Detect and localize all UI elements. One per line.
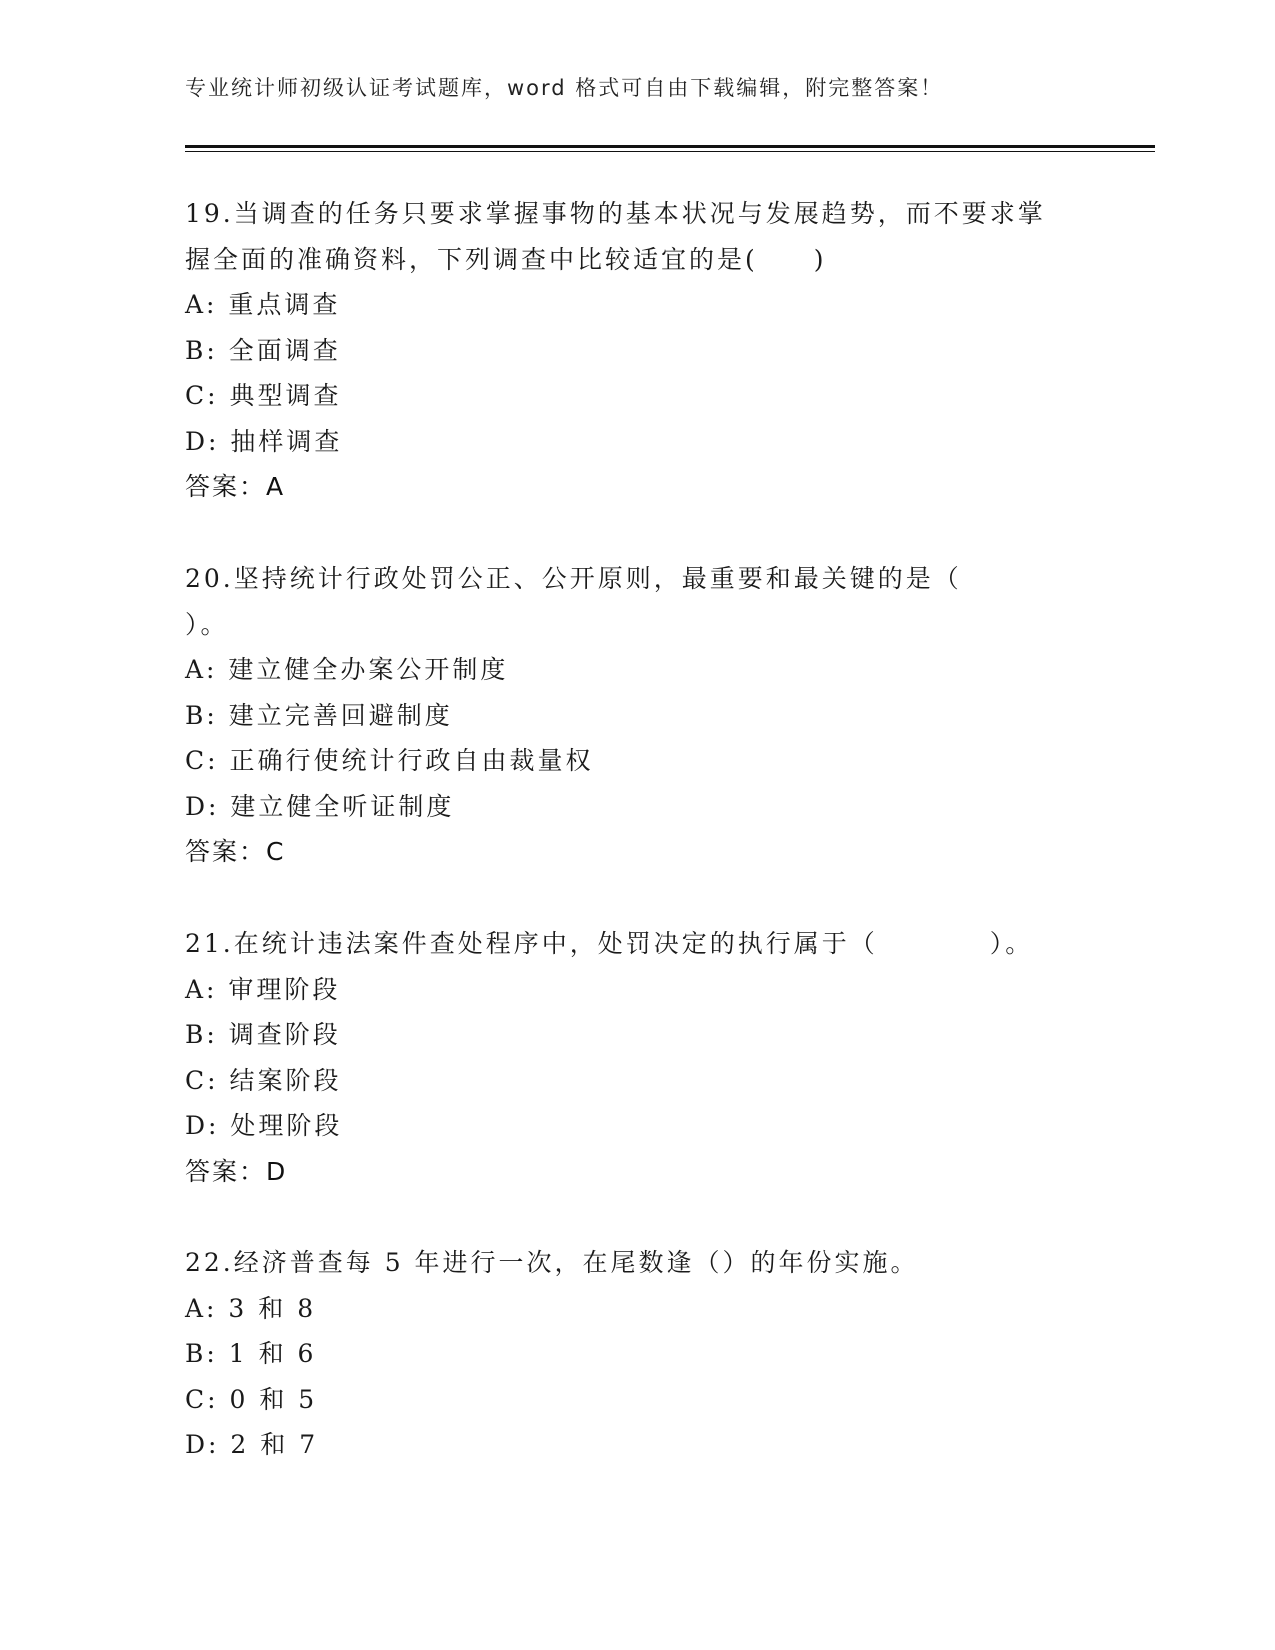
header-rule-thick [185, 145, 1155, 148]
question-stem: 22.经济普查每 5 年进行一次，在尾数逢（）的年份实施。 [185, 1248, 919, 1277]
question-stem: ）。 [185, 609, 229, 639]
option-a: A: 建立健全办案公开制度 [185, 655, 509, 684]
option-d: D: 建立健全听证制度 [185, 791, 455, 821]
header-rule-thin [185, 151, 1155, 152]
option-c: C: 结案阶段 [185, 1065, 342, 1095]
option-a: A: 3 和 8 [185, 1293, 317, 1323]
option-a: A: 重点调查 [185, 290, 341, 319]
option-d: D: 处理阶段 [185, 1111, 343, 1140]
answer: 答案：A [185, 472, 286, 501]
question-22 [185, 1240, 1085, 1468]
option-d: D: 抽样调查 [185, 426, 343, 456]
question-20 [185, 556, 1085, 875]
option-c: C: 0 和 5 [185, 1384, 318, 1414]
answer: 答案：C [185, 837, 286, 866]
option-b: B: 建立完善回避制度 [185, 700, 453, 730]
option-b: B: 1 和 6 [185, 1339, 317, 1368]
option-a: A: 审理阶段 [185, 974, 341, 1004]
answer: 答案：D [185, 1156, 288, 1186]
option-b: B: 调查阶段 [185, 1020, 341, 1049]
question-stem: 21.在统计违法案件查处程序中，处罚决定的执行属于（ ）。 [185, 929, 1034, 958]
question-stem: 握全面的准确资料，下列调查中比较适宜的是( ) [185, 244, 827, 274]
question-19 [185, 191, 1085, 510]
page-header: 专业统计师初级认证考试题库，word 格式可自由下载编辑，附完整答案！ [185, 76, 944, 100]
option-d: D: 2 和 7 [185, 1430, 319, 1459]
question-stem: 19.当调查的任务只要求掌握事物的基本状况与发展趋势，而不要求掌 [185, 199, 1046, 228]
option-c: C: 正确行使统计行政自由裁量权 [185, 746, 594, 775]
option-c: C: 典型调查 [185, 381, 342, 410]
question-stem: 20.坚持统计行政处罚公正、公开原则，最重要和最关键的是（ [185, 564, 962, 593]
question-21 [185, 921, 1085, 1194]
option-b: B: 全面调查 [185, 335, 341, 365]
